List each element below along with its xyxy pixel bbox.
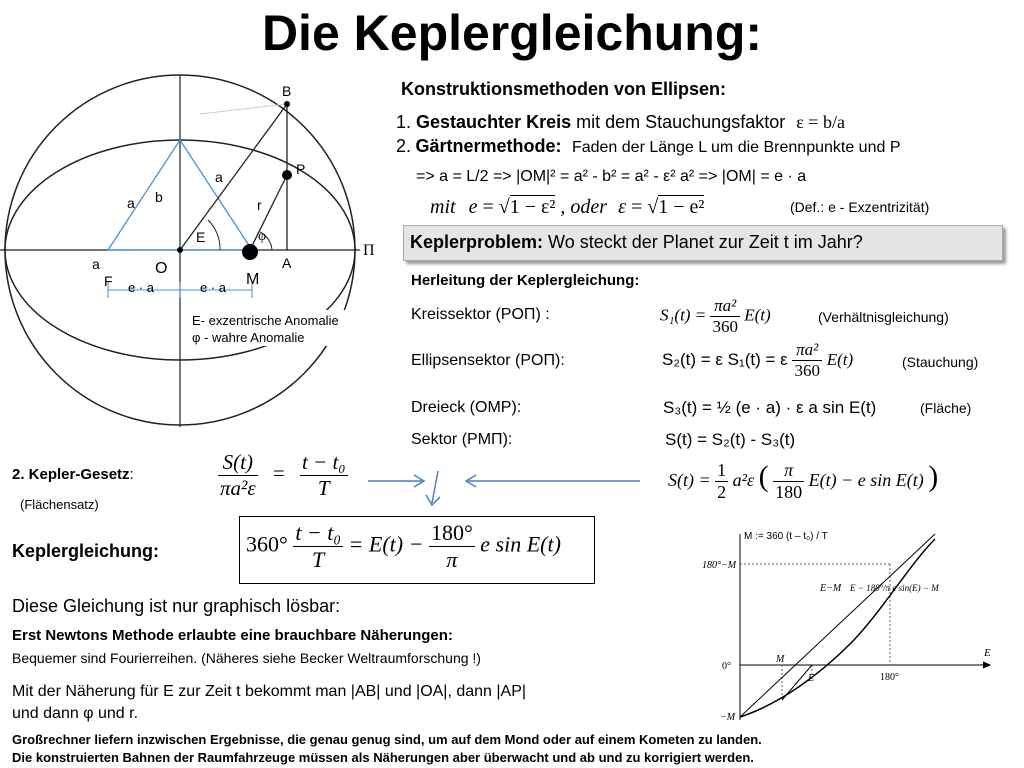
kepler2-label: 2. Kepler-Gesetz: bbox=[12, 466, 134, 483]
s-difference-formula: S(t) = S₂(t) - S₃(t) bbox=[665, 430, 796, 449]
kepler-graph bbox=[700, 524, 1000, 724]
label-M: M bbox=[246, 271, 260, 288]
label-b: b bbox=[155, 189, 163, 205]
graph-x-E: E bbox=[808, 673, 815, 684]
keplergleichung-label: Keplergleichung: bbox=[12, 541, 160, 561]
area-law-formula: $\frac{S(t)}{\text{πa²ε}}$ = $\frac{\text{t − t₀}}{T}$ bbox=[220, 450, 346, 500]
derivation-line: => a = L/2 => |OM|² = a² - b² = a² - ε² a² => |OM| = e · a bbox=[416, 168, 807, 185]
graph-header: M := 360 (t – t₀) / T bbox=[744, 531, 828, 542]
label-O: O bbox=[155, 260, 168, 277]
label-a-mid: a bbox=[127, 195, 135, 211]
label-ea-1: e · a bbox=[128, 280, 155, 295]
label-B: B bbox=[282, 83, 292, 99]
row-dreieck-note: (Fläche) bbox=[920, 400, 972, 416]
graph-y-top: 180°−M bbox=[702, 560, 737, 571]
s3-formula: S₃(t) = ½ (e · a) · ε a sin E(t) bbox=[663, 398, 877, 417]
row-sektor-label: Sektor (PMΠ): bbox=[411, 431, 513, 448]
newton-note: Erst Newtons Methode erlaubte eine brauchbare Näherungen: bbox=[12, 627, 453, 644]
graph-x-180: 180° bbox=[880, 672, 899, 683]
label-F: F bbox=[104, 273, 113, 289]
method-1: 1. Gestauchter Kreis mit dem Stauchungsfaktor ε = b/a bbox=[396, 112, 845, 132]
label-A: A bbox=[282, 255, 292, 271]
arrows bbox=[360, 465, 650, 515]
graph-curve2-label: E − 180°/π e sin(E) − M bbox=[850, 583, 939, 593]
footer-line-2: Die konstruierten Bahnen der Raumfahrzeuge müssen als Näherungen aber überwacht und ab und zu korrigiert werden. bbox=[12, 750, 754, 765]
graph-curve1-label: E−M bbox=[820, 583, 842, 594]
planet-point bbox=[282, 170, 292, 180]
ellipse-construction-figure bbox=[0, 72, 400, 444]
row-kreissektor-label: Kreissektor (POΠ) : bbox=[411, 306, 550, 323]
label-a-left: a bbox=[92, 256, 100, 272]
s-formula: S(t) = $\frac{1}{2}$ a²ε ( $\frac{\pi}{180}$ E(t) − e sin E(t) ) bbox=[668, 460, 939, 503]
legend-line-2: φ - wahre Anomalie bbox=[192, 330, 305, 345]
label-E: E bbox=[196, 229, 206, 245]
row-ellipsensektor-note: (Stauchung) bbox=[902, 354, 979, 370]
label-phi: φ bbox=[258, 229, 267, 244]
page-title: Die Keplergleichung: bbox=[261, 5, 763, 61]
keplergleichung-formula: 360° $\frac{\text{t − t₀}}{T}$ = E(t) − $\frac{180^\circ}{\pi}$ e sin E(t) bbox=[246, 520, 561, 572]
legend-line-1: E- exzentrische Anomalie bbox=[192, 313, 339, 328]
graph-x-label: E bbox=[984, 647, 991, 659]
keplerproblem-text: Keplerproblem: Wo steckt der Planet zur Zeit t im Jahr? bbox=[410, 232, 863, 252]
section-heading: Konstruktionsmethoden von Ellipsen: bbox=[401, 79, 727, 99]
eccentricity-formula: mit e = √1 − ε² , oder ε = √1 − e² bbox=[430, 196, 705, 218]
label-ea-2: e · a bbox=[200, 280, 227, 295]
definition-note: (Def.: e - Exzentrizität) bbox=[790, 199, 930, 215]
s2-formula: S₂(t) = ε S₁(t) = ε $\frac{\text{πa²}}{360}$ E(t) bbox=[662, 340, 854, 380]
label-Pi: Π bbox=[363, 242, 375, 259]
graphic-note: Diese Gleichung ist nur graphisch lösbar: bbox=[12, 596, 341, 616]
fourier-note: Bequemer sind Fourierreihen. (Näheres siehe Becker Weltraumforschung !) bbox=[12, 650, 481, 666]
label-P: P bbox=[296, 161, 306, 177]
focus-sun bbox=[242, 244, 258, 260]
graph-y-mid: 0° bbox=[722, 661, 731, 672]
graph-y-bot: −M bbox=[720, 712, 736, 723]
graph-x-M: M bbox=[776, 654, 785, 665]
approx-line-2: und dann φ und r. bbox=[12, 705, 139, 722]
row-kreissektor-note: (Verhältnisgleichung) bbox=[818, 309, 949, 325]
label-a-top: a bbox=[215, 169, 223, 185]
kepler2-sub: (Flächensatz) bbox=[20, 497, 99, 512]
row-ellipsensektor-label: Ellipsensektor (POΠ): bbox=[411, 352, 565, 369]
derivation-heading: Herleitung der Keplergleichung: bbox=[411, 272, 640, 289]
s1-formula: S₁(t) = $\frac{\text{πa²}}{360}$ E(t) bbox=[660, 296, 771, 336]
method-2: 2. Gärtnermethode: Faden der Länge L um die Brennpunkte und P bbox=[396, 136, 901, 156]
footer-line-1: Großrechner liefern inzwischen Ergebnisse, die genau genug sind, um auf dem Mond oder auf einem Kometen zu landen. bbox=[12, 732, 762, 747]
row-dreieck-label: Dreieck (OMP): bbox=[411, 399, 522, 416]
label-r: r bbox=[257, 197, 262, 213]
approx-line-1: Mit der Näherung für E zur Zeit t bekommt man |AB| und |OA|, dann |AP| bbox=[12, 683, 527, 700]
